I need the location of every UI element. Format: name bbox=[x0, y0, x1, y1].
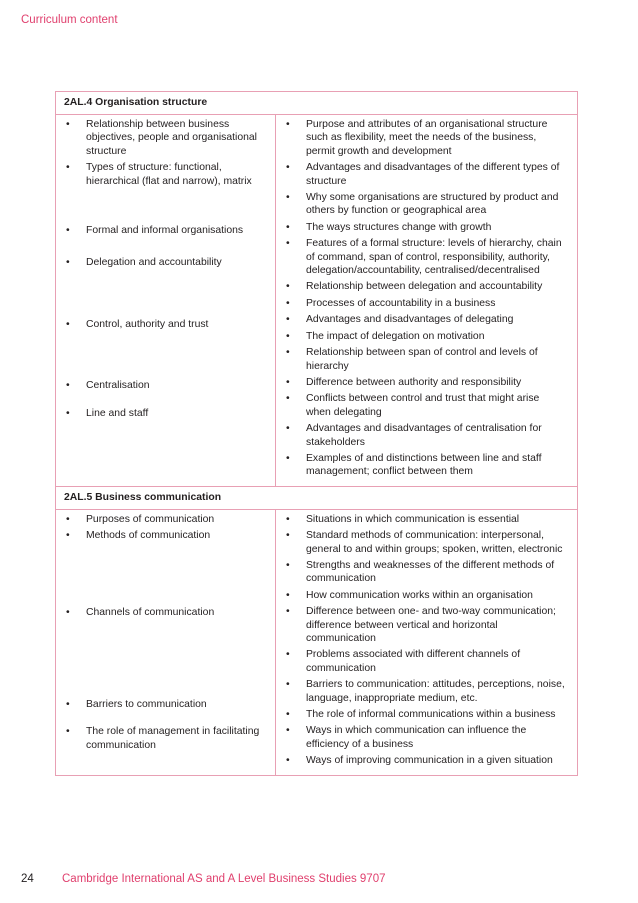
topic-text: Control, authority and trust bbox=[86, 318, 209, 330]
detail-item bbox=[276, 376, 577, 389]
detail-text: Purpose and attributes of an organisational structure such as flexibility, meet the needs of the business, permit growth and development bbox=[306, 119, 548, 157]
detail-item bbox=[276, 221, 577, 234]
detail-text: The role of informal communications within a business bbox=[306, 709, 556, 721]
detail-item bbox=[276, 280, 577, 293]
detail-text: Advantages and disadvantages of delegating bbox=[306, 314, 514, 326]
topic-text: Channels of communication bbox=[86, 606, 215, 618]
section-title: 2AL.4 Organisation structure bbox=[56, 92, 578, 115]
section-title-row bbox=[56, 92, 578, 115]
detail-text: Relationship between span of control and levels of hierarchy bbox=[306, 347, 538, 372]
topic-item bbox=[56, 224, 275, 237]
bullet-icon: • bbox=[66, 530, 70, 542]
bullet-icon: • bbox=[286, 376, 290, 388]
bullet-icon: • bbox=[66, 513, 70, 525]
bullet-icon: • bbox=[66, 162, 70, 174]
detail-text: Difference between one- and two-way communication; difference between vertical and horizontal communication bbox=[306, 606, 556, 644]
detail-item bbox=[276, 589, 577, 602]
bullet-icon: • bbox=[286, 423, 290, 435]
detail-text: The impact of delegation on motivation bbox=[306, 330, 485, 342]
bullet-icon: • bbox=[286, 725, 290, 737]
bullet-icon: • bbox=[66, 380, 70, 392]
bullet-icon: • bbox=[286, 530, 290, 542]
bullet-icon: • bbox=[286, 238, 290, 250]
bullet-icon: • bbox=[286, 297, 290, 309]
detail-text: Difference between authority and responsibility bbox=[306, 376, 522, 388]
topic-column bbox=[56, 509, 276, 775]
detail-text: Ways in which communication can influence the efficiency of a business bbox=[306, 725, 527, 750]
topic-item bbox=[56, 256, 275, 269]
detail-item bbox=[276, 161, 577, 188]
page-number: 24 bbox=[21, 873, 34, 885]
bullet-icon: • bbox=[286, 589, 290, 601]
detail-item bbox=[276, 297, 577, 310]
topic-text: Delegation and accountability bbox=[86, 257, 222, 269]
detail-item bbox=[276, 724, 577, 751]
topic-item bbox=[56, 161, 275, 188]
bullet-icon: • bbox=[286, 709, 290, 721]
bullet-icon: • bbox=[286, 192, 290, 204]
topic-text: Relationship between business objectives, people and organisational structure bbox=[86, 119, 257, 157]
detail-text: Why some organisations are structured by product and others by function or geographical area bbox=[306, 192, 559, 217]
bullet-icon: • bbox=[286, 281, 290, 293]
detail-item bbox=[276, 422, 577, 449]
topic-item bbox=[56, 407, 275, 420]
detail-item bbox=[276, 559, 577, 586]
bullet-icon: • bbox=[286, 314, 290, 326]
bullet-icon: • bbox=[66, 318, 70, 330]
detail-text: How communication works within an organisation bbox=[306, 589, 533, 601]
detail-text: Ways of improving communication in a given situation bbox=[306, 755, 553, 767]
bullet-icon: • bbox=[286, 513, 290, 525]
topic-item bbox=[56, 529, 275, 542]
topic-text: Types of structure: functional, hierarchical (flat and narrow), matrix bbox=[86, 162, 252, 187]
detail-text: Situations in which communication is essential bbox=[306, 513, 520, 525]
bullet-icon: • bbox=[286, 162, 290, 174]
bullet-icon: • bbox=[66, 257, 70, 269]
detail-item bbox=[276, 754, 577, 767]
section-title: 2AL.5 Business communication bbox=[56, 486, 578, 509]
bullet-icon: • bbox=[286, 606, 290, 618]
topic-text: Formal and informal organisations bbox=[86, 225, 244, 237]
topic-item bbox=[56, 118, 275, 158]
detail-item bbox=[276, 191, 577, 218]
detail-text: Standard methods of communication: interpersonal, general to and within groups; spoken, written, electronic bbox=[306, 530, 563, 555]
section-title-row bbox=[56, 486, 578, 509]
bullet-icon: • bbox=[286, 330, 290, 342]
bullet-icon: • bbox=[286, 649, 290, 661]
bullet-icon: • bbox=[286, 393, 290, 405]
bullet-icon: • bbox=[66, 225, 70, 237]
detail-item bbox=[276, 513, 577, 526]
topic-item bbox=[56, 606, 275, 619]
bullet-icon: • bbox=[286, 679, 290, 691]
detail-item bbox=[276, 605, 577, 645]
topic-text: The role of management in facilitating communication bbox=[86, 726, 260, 751]
section-content-row bbox=[56, 509, 578, 775]
topic-text: Purposes of communication bbox=[86, 513, 215, 525]
detail-item bbox=[276, 237, 577, 277]
bullet-icon: • bbox=[286, 755, 290, 767]
detail-text: Features of a formal structure: levels of hierarchy, chain of command, span of control, responsibility, authority, delegation/accountability, centralised/decentralised bbox=[306, 238, 562, 277]
footer-title: Cambridge International AS and A Level Business Studies 9707 bbox=[62, 873, 386, 885]
bullet-icon: • bbox=[66, 407, 70, 419]
topic-item bbox=[56, 513, 275, 526]
detail-text: Conflicts between control and trust that might arise when delegating bbox=[306, 393, 540, 418]
detail-item bbox=[276, 313, 577, 326]
detail-text: The ways structures change with growth bbox=[306, 221, 492, 233]
topic-text: Line and staff bbox=[86, 407, 149, 419]
detail-text: Problems associated with different channels of communication bbox=[306, 649, 521, 674]
detail-item bbox=[276, 648, 577, 675]
bullet-icon: • bbox=[286, 452, 290, 464]
detail-text: Barriers to communication: attitudes, perceptions, noise, language, inappropriate medium, etc. bbox=[306, 679, 565, 704]
bullet-icon: • bbox=[286, 347, 290, 359]
detail-item bbox=[276, 346, 577, 373]
topic-item bbox=[56, 318, 275, 331]
curriculum-table bbox=[55, 91, 578, 776]
detail-item bbox=[276, 708, 577, 721]
detail-item bbox=[276, 529, 577, 556]
detail-text: Relationship between delegation and accountability bbox=[306, 281, 543, 293]
detail-item bbox=[276, 392, 577, 419]
detail-item bbox=[276, 118, 577, 158]
detail-item bbox=[276, 678, 577, 705]
bullet-icon: • bbox=[66, 698, 70, 710]
topic-text: Centralisation bbox=[86, 380, 150, 392]
detail-item bbox=[276, 452, 577, 479]
topic-column bbox=[56, 115, 276, 487]
topic-item bbox=[56, 379, 275, 392]
bullet-icon: • bbox=[286, 119, 290, 130]
topic-text: Methods of communication bbox=[86, 530, 211, 542]
running-header: Curriculum content bbox=[21, 14, 118, 26]
detail-text: Strengths and weaknesses of the different methods of communication bbox=[306, 559, 555, 585]
detail-text: Examples of and distinctions between line and staff management; conflict between them bbox=[306, 452, 542, 478]
detail-column bbox=[276, 115, 578, 487]
bullet-icon: • bbox=[286, 221, 290, 233]
detail-column bbox=[276, 509, 578, 775]
detail-text: Advantages and disadvantages of the different types of structure bbox=[306, 162, 560, 187]
detail-text: Processes of accountability in a business bbox=[306, 297, 496, 309]
bullet-icon: • bbox=[286, 559, 290, 571]
topic-text: Barriers to communication bbox=[86, 698, 207, 710]
topic-item bbox=[56, 698, 275, 711]
bullet-icon: • bbox=[66, 606, 70, 618]
topic-item bbox=[56, 725, 275, 752]
bullet-icon: • bbox=[66, 726, 70, 738]
detail-text: Advantages and disadvantages of centralisation for stakeholders bbox=[306, 423, 542, 448]
detail-item bbox=[276, 330, 577, 343]
section-content-row bbox=[56, 115, 578, 487]
bullet-icon: • bbox=[66, 119, 70, 130]
